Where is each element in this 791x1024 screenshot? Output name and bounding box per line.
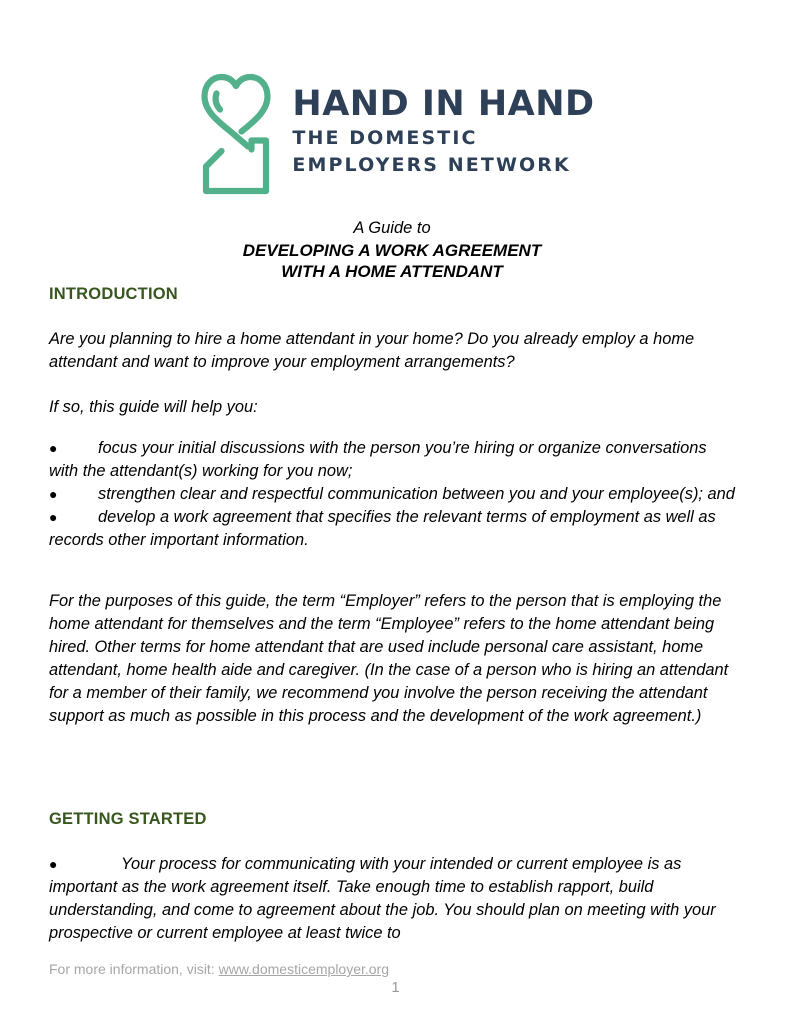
logo-wordmark [292,81,594,177]
logo-subtitle-line-1: THE DOMESTIC [292,126,478,149]
footer-note-prefix: For more information, visit: [49,961,219,977]
list-item-text: strengthen clear and respectful communication between you and your employee(s); and [98,485,735,503]
document-title [49,218,735,283]
footer-note [49,961,389,977]
intro-bullet-list [49,437,739,552]
getting-started-bullet-list [49,853,739,945]
list-item-text: develop a work agreement that specifies the relevant terms of employment as well as records other important information. [49,508,716,549]
document-title-line-3: WITH A HOME ATTENDANT [281,262,503,281]
heading-introduction: INTRODUCTION [49,285,178,303]
list-item-text: focus your initial discussions with the person you’re hiring or organize conversations with the attendant(s) working for you now; [49,439,707,480]
bullet-icon: ● [49,856,58,872]
bullet-icon: ● [49,509,58,525]
document-title-line-1: A Guide to [353,219,431,237]
heart-house-icon [196,58,276,200]
footer-website-link[interactable]: www.domesticemployer.org [218,961,390,977]
list-item [49,437,739,483]
list-item-text: Your process for communicating with your intended or current employee is as important as the work agreement itself. Take enough time to establish rapport, build understanding, and come to agreement about the job. You should plan on meeting with your prospective or current employee at least twice to [49,855,716,942]
bullet-icon: ● [49,486,58,502]
intro-paragraph-1: Are you planning to hire a home attendant in your home? Do you already employ a home attendant and want to improve your employment arrangements? [49,330,695,371]
logo-inner [196,58,594,200]
logo-subtitle-line-2: EMPLOYERS NETWORK [292,153,571,176]
page-number: 1 [391,979,400,996]
intro-paragraph-2: If so, this guide will help you: [49,398,258,416]
heading-getting-started: GETTING STARTED [49,810,207,828]
list-item [49,853,739,945]
organization-logo [0,58,791,200]
list-item [49,483,739,506]
list-item [49,506,739,552]
document-title-line-2: DEVELOPING A WORK AGREEMENT [242,240,542,260]
logo-title: HAND IN HAND [292,83,595,124]
definitions-paragraph: For the purposes of this guide, the term “Employer” refers to the person that is employing the home attendant for themselves and the term “Employee” refers to the home attendant being hired. Other terms for home attendant that are used include personal care assistant, home attendant, home health aide and caregiver. (In the case of a person who is hiring an attendant for a member of their family, we recommend you involve the person receiving the attendant support as much as possible in this process and the development of the work agreement.) [49,592,729,725]
bullet-icon: ● [49,440,58,456]
